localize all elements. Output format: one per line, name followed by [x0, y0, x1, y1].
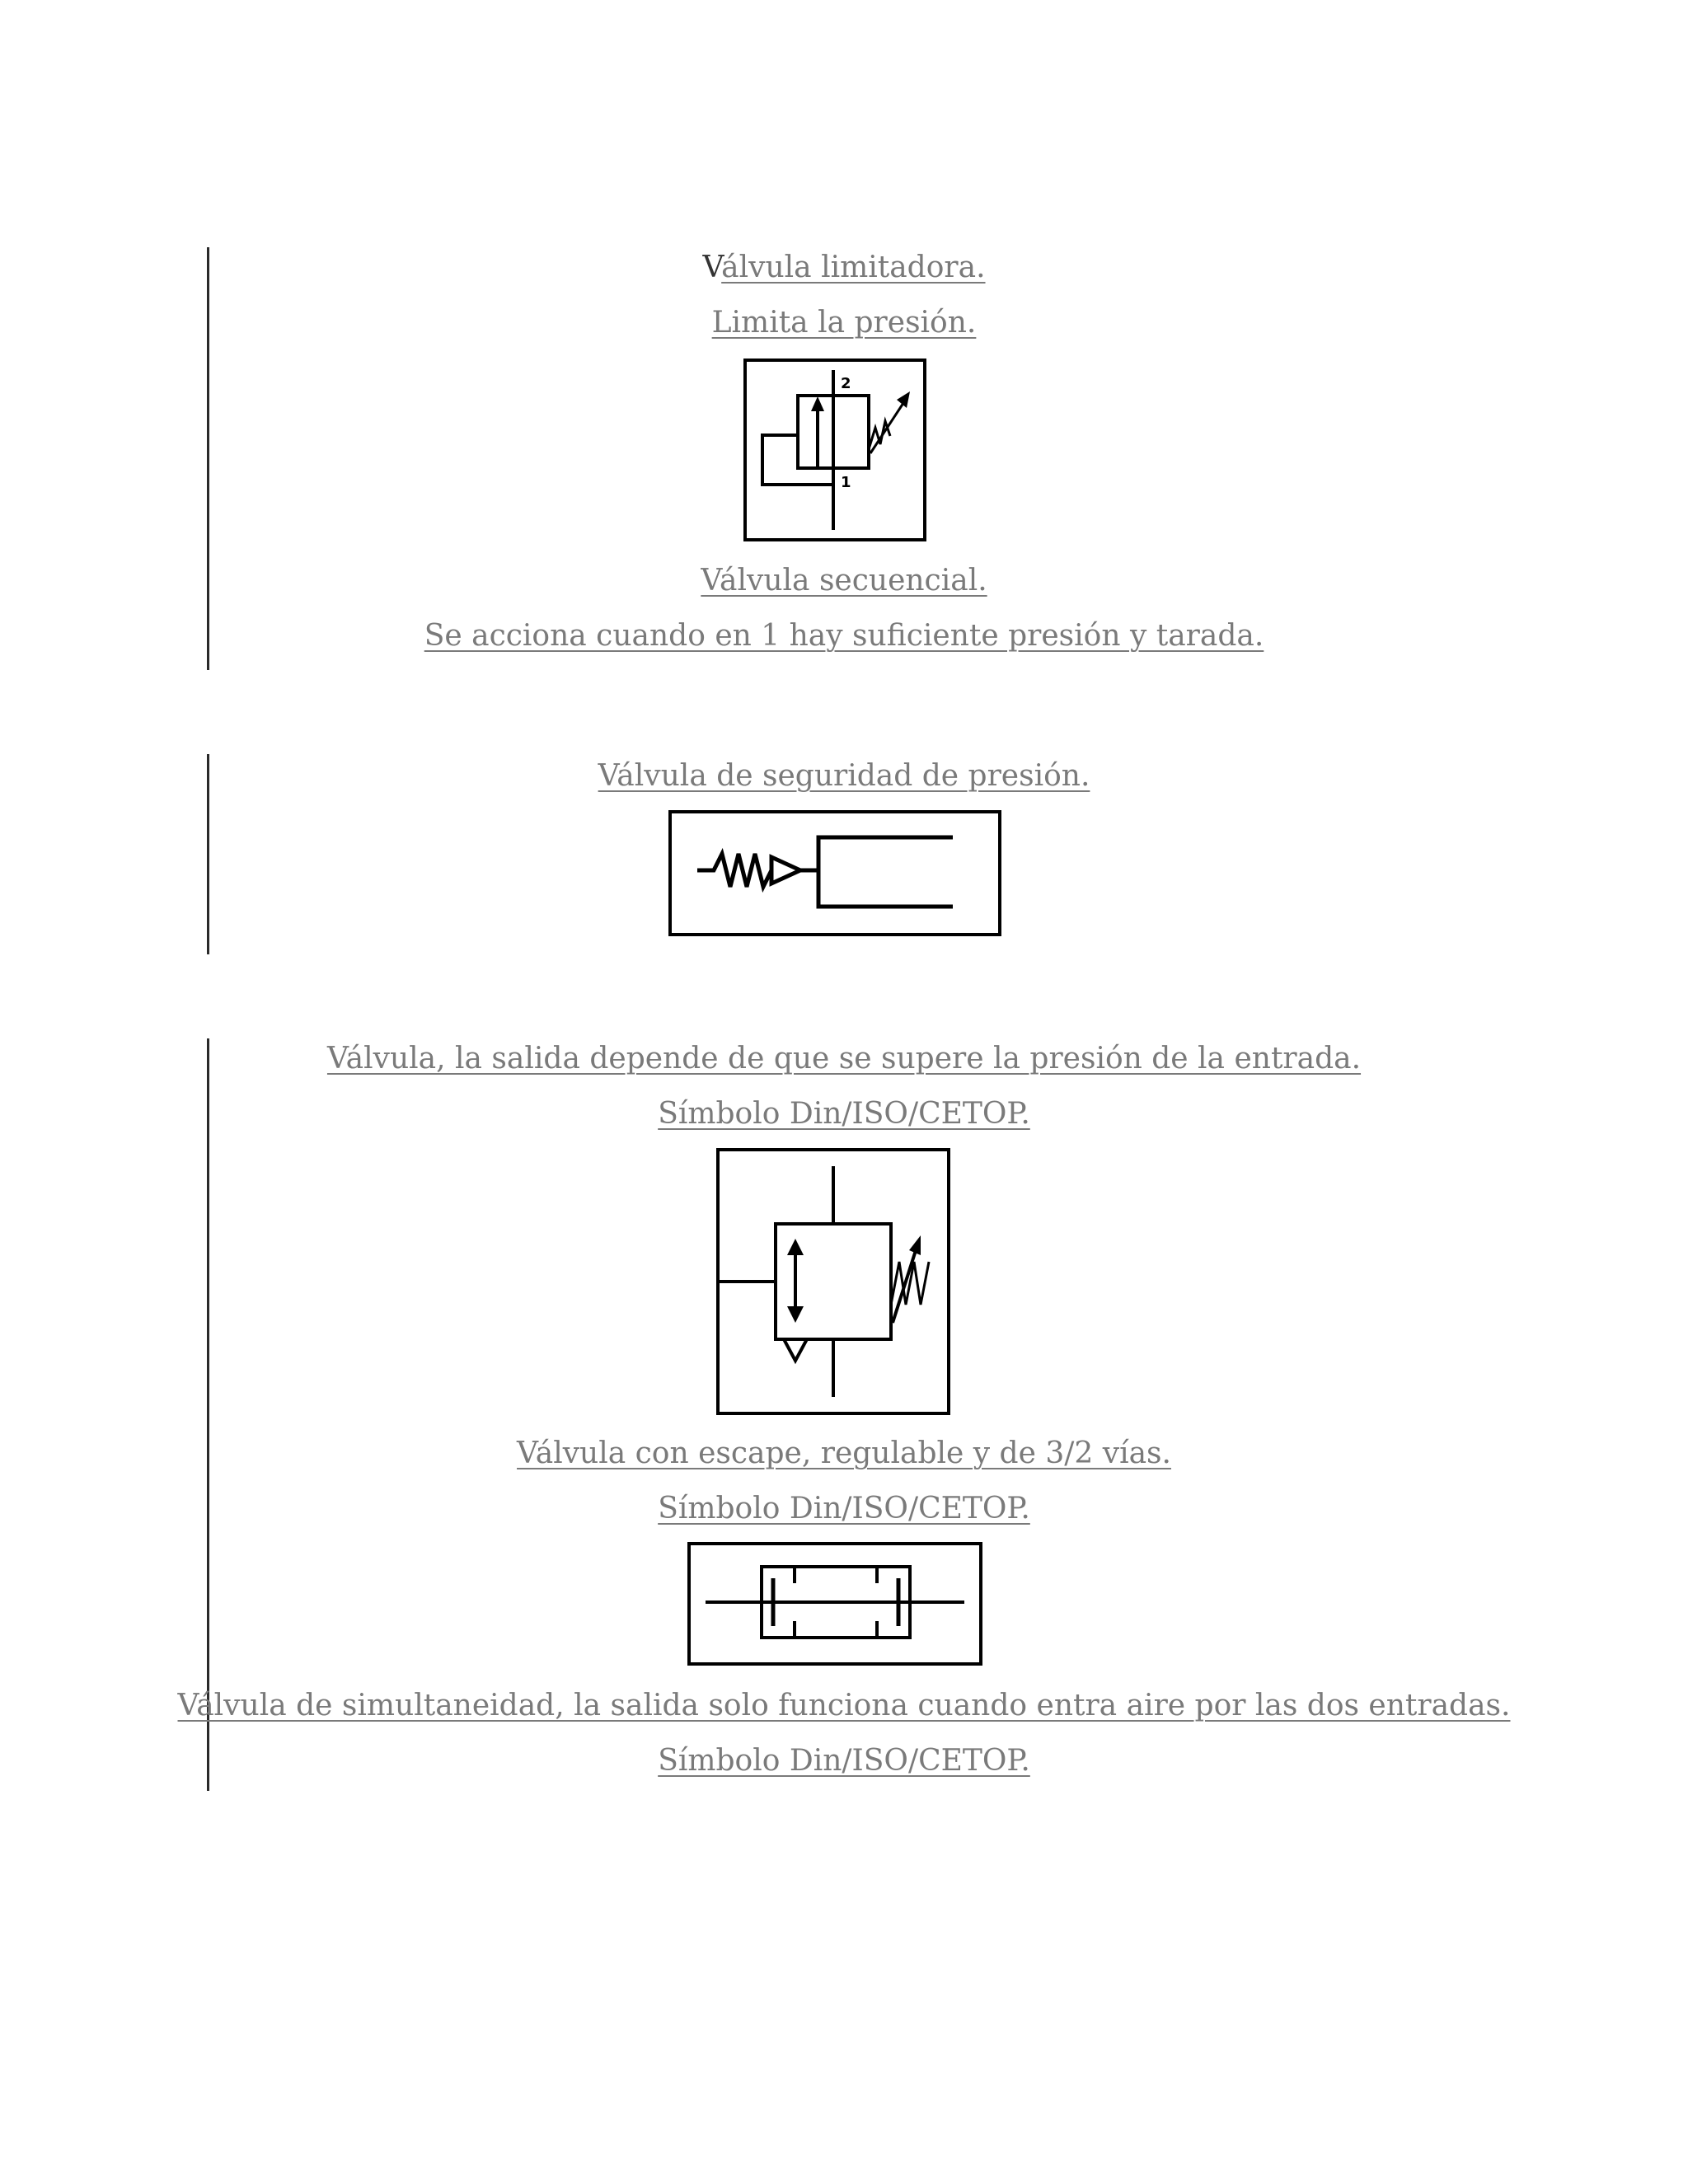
link-limita-presion[interactable]: Limita la presión.	[711, 306, 977, 340]
text-se-acciona	[0, 617, 1688, 655]
quote-bar-3	[207, 1038, 209, 1791]
link-simbolo-din-3[interactable]: Símbolo Din/ISO/CETOP.	[658, 1744, 1030, 1778]
link-valvula-secuencial[interactable]: Válvula secuencial.	[701, 564, 987, 598]
text-simbolo-din-3	[0, 1742, 1688, 1780]
port-label-2: 2	[841, 375, 851, 392]
text-valvula-seguridad	[0, 757, 1688, 795]
adjustable-3-2-valve-with-exhaust-symbol	[716, 1148, 950, 1415]
link-valvula-escape[interactable]: Válvula con escape, regulable y de 3/2 vías.	[517, 1436, 1171, 1470]
link-valvula-simultaneidad[interactable]: Válvula de simultaneidad, la salida solo funciona cuando entra aire por las dos entradas.	[177, 1689, 1511, 1722]
title-first-letter: V	[702, 251, 722, 284]
two-pressure-valve-symbol	[687, 1542, 982, 1666]
link-salida-depende[interactable]: Válvula, la salida depende de que se supere la presión de la entrada.	[326, 1042, 1362, 1076]
port-label-1: 1	[841, 474, 851, 491]
text-valvula-escape	[0, 1435, 1688, 1473]
text-valvula-simultaneidad	[0, 1687, 1688, 1725]
text-simbolo-din-1	[0, 1095, 1688, 1133]
text-valvula-secuencial	[0, 562, 1688, 600]
title-valvula-limitadora	[0, 249, 1688, 287]
link-simbolo-din-1[interactable]: Símbolo Din/ISO/CETOP.	[658, 1097, 1030, 1131]
pressure-safety-valve-symbol	[668, 810, 1001, 936]
text-limita-presion	[0, 304, 1688, 342]
link-valvula-seguridad[interactable]: Válvula de seguridad de presión.	[598, 759, 1090, 793]
link-se-acciona[interactable]: Se acciona cuando en 1 hay suficiente presión y tarada.	[424, 619, 1264, 653]
link-valvula-limitadora[interactable]: álvula limitadora.	[721, 251, 986, 284]
text-simbolo-din-2	[0, 1490, 1688, 1528]
sequence-valve-symbol	[743, 359, 926, 541]
link-simbolo-din-2[interactable]: Símbolo Din/ISO/CETOP.	[658, 1492, 1030, 1526]
text-salida-depende	[0, 1040, 1688, 1078]
